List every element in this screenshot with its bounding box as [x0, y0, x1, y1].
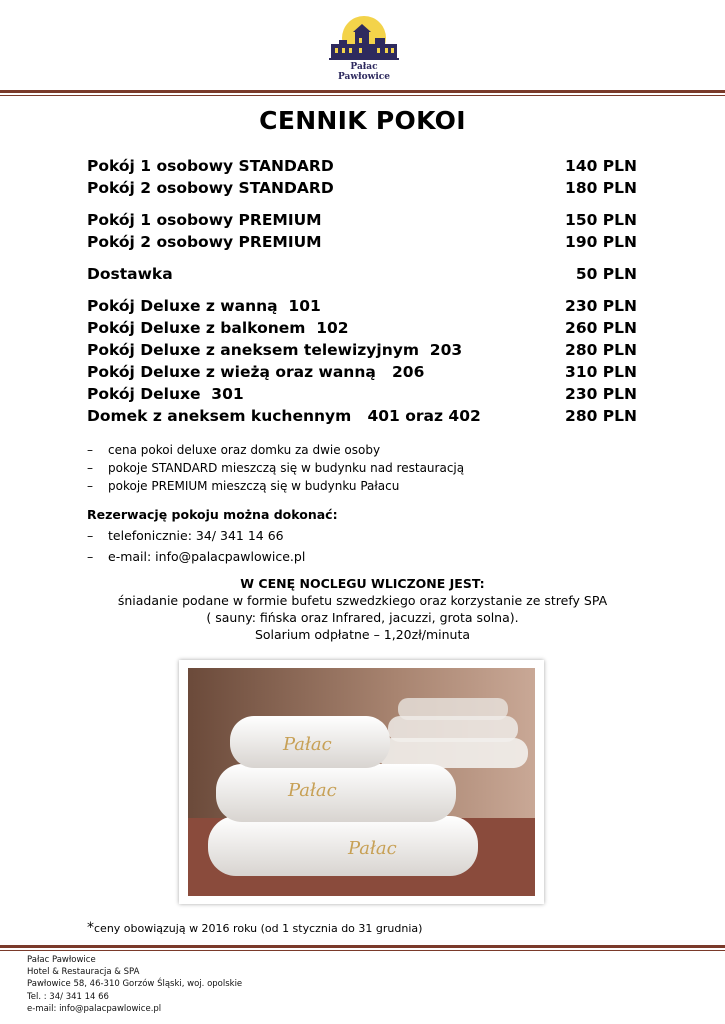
- reservation-section: [87, 504, 338, 567]
- towel-embroidery: Pałac: [288, 780, 337, 801]
- room-name: Pokój Deluxe z wieżą oraz wanną 206: [87, 363, 425, 381]
- list-item: [87, 525, 338, 546]
- included-line: Solarium odpłatne – 1,20zł/minuta: [254, 627, 471, 642]
- footer-rule-thin: [0, 950, 725, 951]
- room-name: Pokój 1 osobowy STANDARD: [87, 157, 334, 175]
- footnote-star: *: [87, 920, 94, 936]
- room-name: Pokój 1 osobowy PREMIUM: [87, 211, 322, 229]
- footer-email: e-mail: info@palacpawlowice.pl: [27, 1003, 162, 1014]
- included-heading: W CENĘ NOCLEGU WLICZONE JEST:: [240, 576, 485, 591]
- notes-list: [87, 441, 464, 495]
- reservation-heading: Rezerwację pokoju można dokonać:: [87, 507, 338, 522]
- price-row: [87, 155, 637, 177]
- room-price: 190 PLN: [565, 233, 637, 251]
- price-list: [87, 155, 637, 427]
- footer-subtitle: Hotel & Restauracja & SPA: [27, 967, 140, 978]
- list-item: [87, 477, 464, 495]
- price-row: [87, 263, 637, 285]
- price-row: [87, 295, 637, 317]
- note-text: cena pokoi deluxe oraz domku za dwie osoby: [108, 443, 381, 457]
- included-line: ( sauny: fińska oraz Infrared, jacuzzi, grota solna).: [206, 610, 519, 625]
- room-name: Pokój Deluxe z balkonem 102: [87, 319, 349, 337]
- reservation-phone: telefonicznie: 34/ 341 14 66: [108, 528, 284, 543]
- room-price: 230 PLN: [565, 297, 637, 315]
- footnote-text: ceny obowiązują w 2016 roku (od 1 stycznia do 31 grudnia): [94, 922, 423, 935]
- room-price: 140 PLN: [565, 157, 637, 175]
- price-row: [87, 231, 637, 253]
- reservation-email: e-mail: info@palacpawlowice.pl: [108, 549, 306, 564]
- note-text: pokoje STANDARD mieszczą się w budynku nad restauracją: [108, 461, 465, 475]
- note-text: pokoje PREMIUM mieszczą się w budynku Pałacu: [108, 479, 400, 493]
- room-name: Pokój 2 osobowy STANDARD: [87, 179, 334, 197]
- towel-embroidery: Pałac: [348, 838, 397, 859]
- header-rule-thin: [0, 95, 725, 96]
- price-row: [87, 317, 637, 339]
- list-item: [87, 441, 464, 459]
- room-name: Pokój 2 osobowy PREMIUM: [87, 233, 322, 251]
- room-price: 150 PLN: [565, 211, 637, 229]
- included-section: [0, 575, 725, 643]
- logo-text: Pałac Pawłowice: [338, 62, 390, 82]
- room-name: Dostawka: [87, 265, 173, 283]
- room-name: Pokój Deluxe 301: [87, 385, 244, 403]
- price-row: [87, 361, 637, 383]
- room-name: Pokój Deluxe z wanną 101: [87, 297, 321, 315]
- price-row: [87, 339, 637, 361]
- price-row: [87, 405, 637, 427]
- included-line: śniadanie podane w formie bufetu szwedzkiego oraz korzystanie ze strefy SPA: [117, 593, 608, 608]
- towel-embroidery: Pałac: [283, 734, 332, 755]
- page-title: CENNIK POKOI: [259, 106, 466, 135]
- dash-bullet: –: [87, 461, 93, 475]
- footer-name: Pałac Pawłowice: [27, 955, 96, 965]
- header-rule: [0, 90, 725, 93]
- footer-phone: Tel. : 34/ 341 14 66: [27, 991, 109, 1002]
- list-item: [87, 546, 338, 567]
- dash-bullet: –: [87, 479, 93, 493]
- room-price: 180 PLN: [565, 179, 637, 197]
- room-price: 260 PLN: [565, 319, 637, 337]
- room-name: Domek z aneksem kuchennym 401 oraz 402: [87, 407, 481, 425]
- room-name: Pokój Deluxe z aneksem telewizyjnym 203: [87, 341, 463, 359]
- footnote: [87, 920, 422, 936]
- dash-bullet: –: [87, 549, 94, 564]
- list-item: [87, 459, 464, 477]
- footer: [27, 954, 242, 1015]
- price-row: [87, 209, 637, 231]
- room-price: 310 PLN: [565, 363, 637, 381]
- room-price: 230 PLN: [565, 385, 637, 403]
- footer-address: Pawłowice 58, 46-310 Gorzów Śląski, woj. opolskie: [27, 979, 243, 990]
- price-row: [87, 177, 637, 199]
- room-price: 50 PLN: [575, 265, 637, 283]
- dash-bullet: –: [87, 528, 94, 543]
- footer-rule: [0, 945, 725, 948]
- room-price: 280 PLN: [565, 407, 637, 425]
- room-price: 280 PLN: [565, 341, 637, 359]
- price-row: [87, 383, 637, 405]
- photo-frame: [179, 660, 544, 904]
- dash-bullet: –: [87, 443, 93, 457]
- towels-photo: [188, 668, 535, 896]
